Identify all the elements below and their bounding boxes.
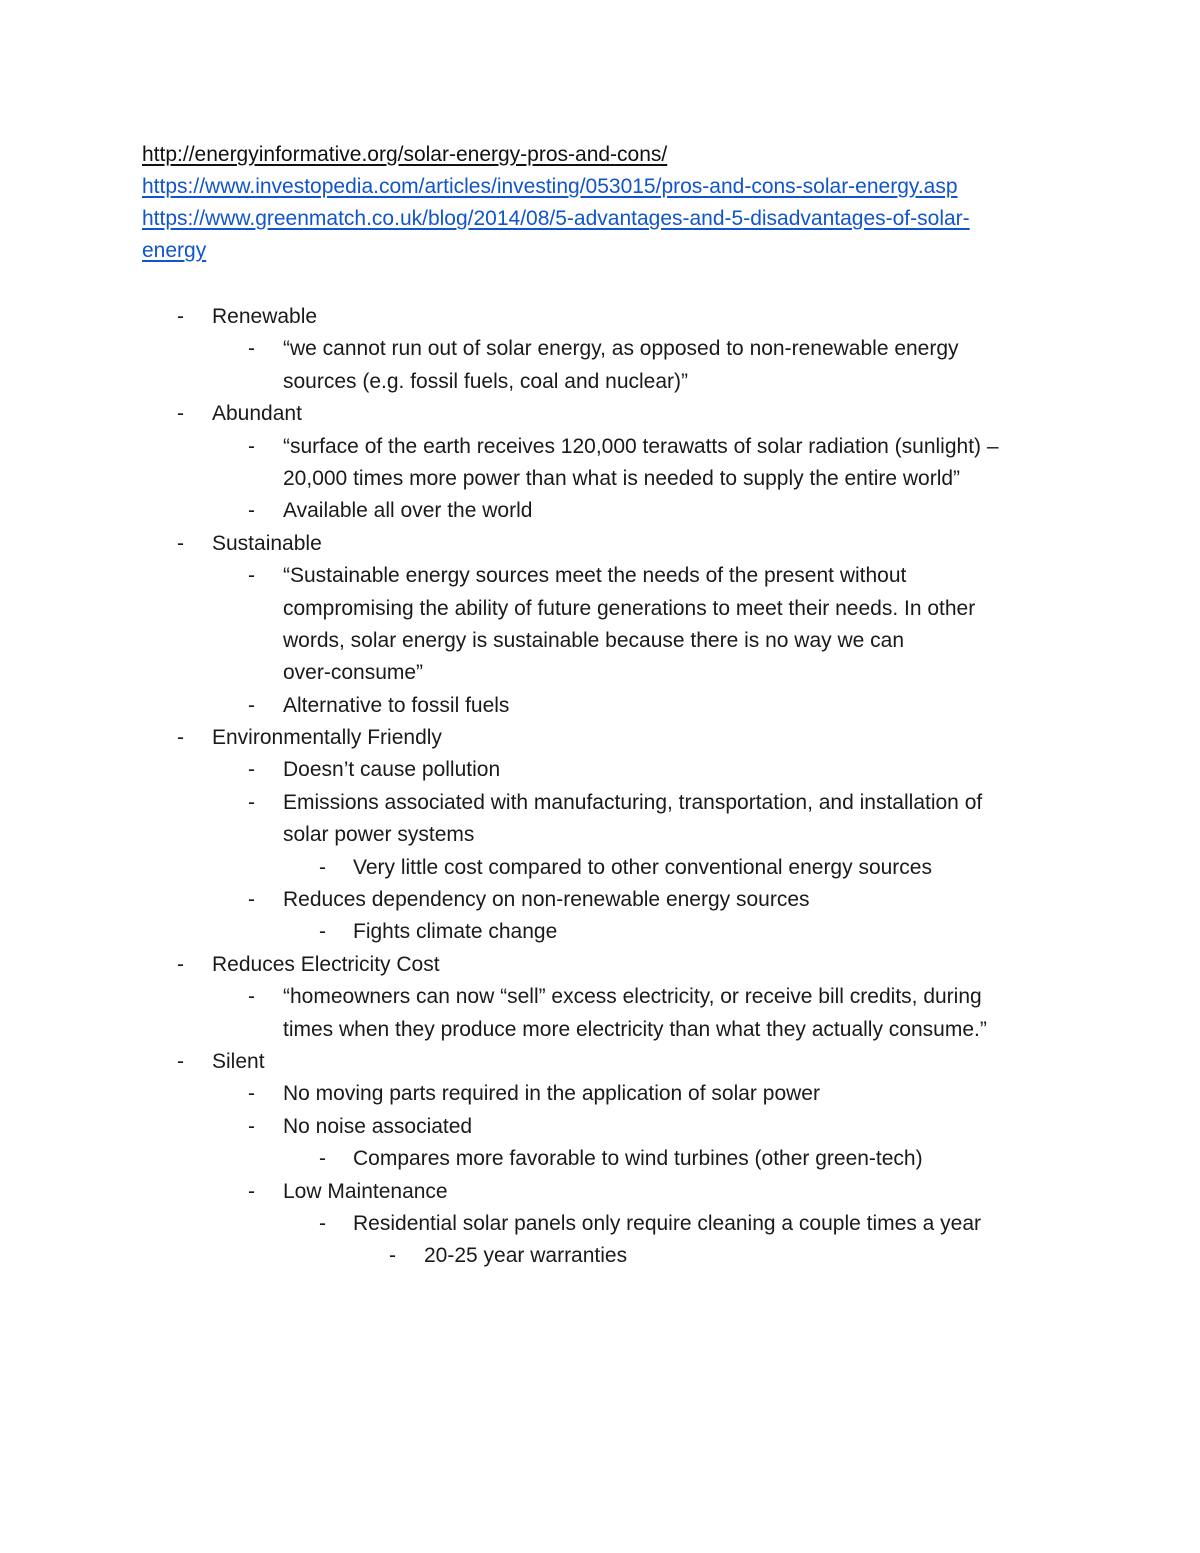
bullet-dash: -: [248, 499, 255, 523]
item-text: Very little cost compared to other conventional energy sources: [353, 855, 932, 879]
list-item: [0, 949, 1200, 981]
link-investopedia[interactable]: https://www.investopedia.com/articles/investing/053015/pros-and-cons-solar-energy.asp: [142, 175, 958, 198]
link-energyinformative[interactable]: http://energyinformative.org/solar-energy-pros-and-cons/: [142, 143, 668, 166]
bullet-dash: -: [248, 1114, 255, 1138]
list-item: [0, 528, 1200, 560]
bullet-dash: -: [177, 305, 184, 328]
item-text: words, solar energy is sustainable because there is no way we can: [283, 628, 904, 652]
item-text: Emissions associated with manufacturing, transportation, and installation of: [283, 790, 983, 814]
item-text: over-consume”: [283, 661, 424, 685]
list-item: [0, 981, 1200, 1013]
item-environment-title: Environmentally Friendly: [212, 726, 442, 750]
list-item-continuation: [0, 625, 1200, 657]
list-item: [0, 754, 1200, 786]
bullet-dash: -: [177, 402, 184, 426]
item-abundant-title: Abundant: [212, 402, 302, 426]
bullet-dash: -: [319, 1147, 326, 1171]
item-text: “surface of the earth receives 120,000 terawatts of solar radiation (sunlight) –: [283, 434, 999, 458]
list-item: [0, 495, 1200, 527]
list-item: [0, 722, 1200, 754]
item-text: “we cannot run out of solar energy, as opposed to non-renewable energy: [283, 337, 959, 361]
item-text: times when they produce more electricity than what they actually consume.”: [283, 1017, 987, 1041]
bullet-dash: -: [389, 1244, 396, 1268]
item-text: No noise associated: [283, 1114, 473, 1138]
list-item: [0, 1208, 1200, 1240]
list-item-continuation: [0, 366, 1200, 398]
pros-outline: [0, 301, 1200, 1273]
item-silent-title: Silent: [212, 1049, 265, 1073]
bullet-dash: -: [248, 1179, 255, 1203]
item-text: Fights climate change: [353, 920, 558, 944]
bullet-dash: -: [248, 790, 255, 814]
list-item: [0, 1176, 1200, 1208]
bullet-dash: -: [319, 920, 326, 944]
list-item-continuation: [0, 819, 1200, 851]
list-item: [0, 431, 1200, 463]
item-text: Reduces dependency on non-renewable energy sources: [283, 888, 810, 912]
item-text: No moving parts required in the application of solar power: [283, 1082, 820, 1106]
list-item-continuation: [0, 463, 1200, 495]
bullet-dash: -: [248, 985, 255, 1009]
list-item: [0, 1046, 1200, 1078]
bullet-dash: -: [248, 564, 255, 588]
bullet-dash: -: [248, 693, 255, 717]
item-text: Compares more favorable to wind turbines (other green-tech): [353, 1147, 923, 1171]
list-item: [0, 884, 1200, 916]
item-text: solar power systems: [283, 823, 475, 847]
bullet-dash: -: [319, 1211, 326, 1235]
list-item: [0, 1240, 1200, 1272]
item-electricity-title: Reduces Electricity Cost: [212, 952, 440, 976]
list-item: [0, 301, 1200, 333]
list-item-continuation: [0, 593, 1200, 625]
bullet-dash: -: [248, 758, 255, 782]
list-item: [0, 1078, 1200, 1110]
item-text: “Sustainable energy sources meet the needs of the present without: [283, 564, 907, 588]
bullet-dash: -: [177, 726, 184, 750]
list-item-continuation: [0, 1014, 1200, 1046]
bullet-dash: -: [319, 855, 326, 879]
item-sustainable-title: Sustainable: [212, 531, 322, 555]
link-greenmatch-line2: energy: [142, 239, 207, 262]
list-item: [0, 1143, 1200, 1175]
item-text: “homeowners can now “sell” excess electricity, or receive bill credits, during: [283, 985, 982, 1009]
bullet-dash: -: [248, 1082, 255, 1106]
bullet-dash: -: [248, 888, 255, 912]
item-text: Available all over the world: [283, 499, 533, 523]
item-renewable-title: Renewable: [212, 305, 318, 328]
item-text: sources (e.g. fossil fuels, coal and nuclear)”: [283, 369, 689, 393]
list-item: [0, 1111, 1200, 1143]
list-item: [0, 852, 1200, 884]
source-links: [142, 139, 1072, 267]
item-text: Residential solar panels only require cleaning a couple times a year: [353, 1211, 982, 1235]
item-text: 20-25 year warranties: [424, 1244, 628, 1268]
bullet-dash: -: [177, 1049, 184, 1073]
list-item: [0, 787, 1200, 819]
list-item: [0, 916, 1200, 948]
list-item: [0, 690, 1200, 722]
item-text: Doesn’t cause pollution: [283, 758, 501, 782]
bullet-dash: -: [248, 434, 255, 458]
list-item-continuation: [0, 657, 1200, 689]
link-greenmatch-line1: https://www.greenmatch.co.uk/blog/2014/08/5-advantages-and-5-disadvantages-of-solar-: [142, 207, 970, 230]
list-item: [0, 560, 1200, 592]
item-text: Alternative to fossil fuels: [283, 693, 510, 717]
item-text: compromising the ability of future generations to meet their needs. In other: [283, 596, 976, 620]
list-item: [0, 333, 1200, 365]
bullet-dash: -: [177, 952, 184, 976]
link-greenmatch[interactable]: [142, 203, 1072, 267]
bullet-dash: -: [177, 531, 184, 555]
item-text: Low Maintenance: [283, 1179, 448, 1203]
item-text: 20,000 times more power than what is needed to supply the entire world”: [283, 466, 961, 490]
bullet-dash: -: [248, 337, 255, 361]
list-item: [0, 398, 1200, 430]
